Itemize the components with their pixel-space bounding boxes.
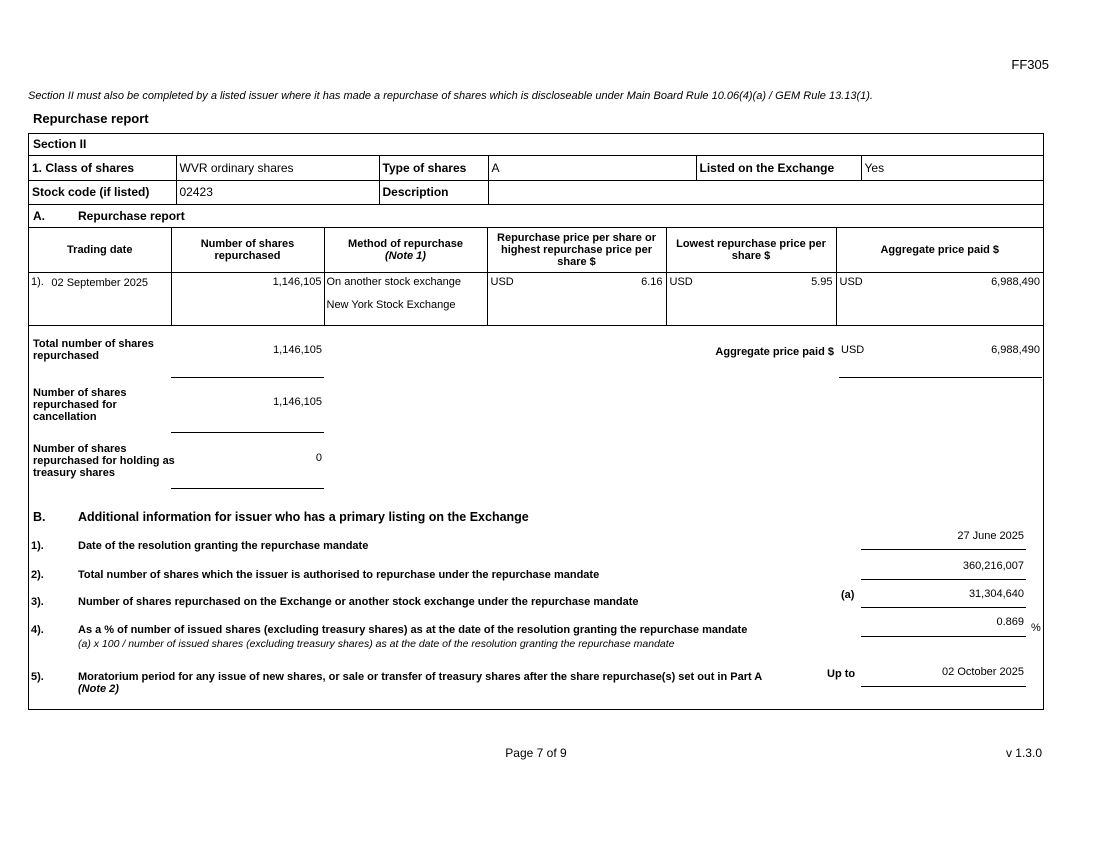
method-cell xyxy=(324,273,487,326)
method-line2: New York Stock Exchange xyxy=(326,299,456,311)
col-shares-repurchased: Number of shares repurchased xyxy=(171,228,324,273)
item-1-value: 27 June 2025 xyxy=(861,530,1026,550)
total-shares-value: 1,146,105 xyxy=(171,344,324,378)
total-shares-label: Total number of shares repurchased xyxy=(33,338,154,362)
cancellation-label: Number of shares repurchased for cancellation xyxy=(33,387,127,423)
col-repurchase-price: Repurchase price per share or highest repurchase price per share $ xyxy=(487,228,666,273)
price-value: 6.16 xyxy=(641,276,663,288)
description-label: Description xyxy=(379,180,488,204)
item-5-prefix: Up to xyxy=(827,668,856,680)
col-method xyxy=(324,228,487,273)
description-value xyxy=(488,180,1043,204)
treasury-label: Number of shares repurchased for holding as treasury shares xyxy=(33,443,175,479)
item-3-prefix: (a) xyxy=(841,589,855,601)
item-4-num: 4). xyxy=(31,624,44,636)
item-4-value: 0.869 xyxy=(861,616,1026,637)
table-row xyxy=(29,273,1043,326)
form-code: FF305 xyxy=(1011,57,1049,72)
col-method-label: Method of repurchase xyxy=(348,237,463,250)
item-2-text: Total number of shares which the issuer is authorised to repurchase under the repurchase mandate xyxy=(78,569,600,581)
aggregate-value: 6,988,490 xyxy=(991,276,1040,288)
item-1-text: Date of the resolution granting the repurchase mandate xyxy=(78,540,369,552)
page-number: Page 7 of 9 xyxy=(505,746,567,760)
item-1-num: 1). xyxy=(31,540,44,552)
item-2-num: 2). xyxy=(31,569,44,581)
cancellation-value: 1,146,105 xyxy=(171,396,324,433)
shares-repurchased-value: 1,146,105 xyxy=(171,273,324,326)
listed-on-exchange-value: Yes xyxy=(861,156,1043,180)
repurchase-table-header-row xyxy=(29,228,1043,273)
lower-section xyxy=(29,326,1043,709)
type-of-shares-label: Type of shares xyxy=(379,156,488,180)
item-4-subtext: (a) x 100 / number of issued shares (excluding treasury shares) as at the date of the resolution granting the repurchase mandate xyxy=(78,638,675,650)
aggregate-paid-field xyxy=(839,344,1042,378)
part-a-letter: A. xyxy=(33,208,45,223)
stock-code-value: 02423 xyxy=(176,180,379,204)
price-currency: USD xyxy=(490,276,514,288)
class-of-shares-value: WVR ordinary shares xyxy=(176,156,379,180)
col-method-note: (Note 1) xyxy=(385,249,426,262)
aggregate-currency: USD xyxy=(839,276,863,288)
item-2-value: 360,216,007 xyxy=(861,560,1026,580)
item-4-text: As a % of number of issued shares (excluding treasury shares) as at the date of the resolution granting the repurchase mandate xyxy=(78,624,748,636)
share-info-table xyxy=(29,156,1043,205)
type-of-shares-value: A xyxy=(488,156,696,180)
item-5-text-block xyxy=(78,671,830,695)
class-of-shares-row xyxy=(29,156,1043,180)
listed-on-exchange-label: Listed on the Exchange xyxy=(696,156,861,180)
item-5-note: (Note 2) xyxy=(78,683,119,695)
col-aggregate-price: Aggregate price paid $ xyxy=(836,228,1043,273)
version-label: v 1.3.0 xyxy=(1005,746,1042,760)
class-of-shares-label: 1. Class of shares xyxy=(29,156,176,180)
item-5-value: 02 October 2025 xyxy=(861,666,1026,687)
item-5-num: 5). xyxy=(31,671,44,683)
item-3-num: 3). xyxy=(31,596,44,608)
lowest-currency: USD xyxy=(669,276,693,288)
row-index: 1). xyxy=(31,276,44,288)
part-b-letter: B. xyxy=(33,510,46,524)
col-lowest-price: Lowest repurchase price per share $ xyxy=(666,228,836,273)
item-5-text: Moratorium period for any issue of new shares, or sale or transfer of treasury shares after the share repurchase(s) set out in Part A xyxy=(78,671,763,683)
lowest-price-cell xyxy=(666,273,836,326)
lowest-value: 5.95 xyxy=(811,276,833,288)
repurchase-price-cell xyxy=(487,273,666,326)
treasury-value: 0 xyxy=(171,452,324,489)
item-3-text: Number of shares repurchased on the Exchange or another stock exchange under the repurchase mandate xyxy=(78,596,639,608)
intro-note: Section II must also be completed by a listed issuer where it has made a repurchase of shares which is discloseable under Main Board Rule 10.06(4)(a) / GEM Rule 13.13(1). xyxy=(28,90,873,102)
aggregate-paid-value: 6,988,490 xyxy=(991,344,1040,356)
item-4-suffix: % xyxy=(1031,622,1041,634)
method-line1: On another stock exchange xyxy=(326,276,462,288)
stock-code-row xyxy=(29,180,1043,204)
stock-code-label: Stock code (if listed) xyxy=(29,180,176,204)
page-title: Repurchase report xyxy=(33,111,149,126)
part-a-header xyxy=(29,205,1043,228)
repurchase-table xyxy=(29,228,1043,327)
trading-date-cell xyxy=(29,273,171,326)
aggregate-paid-label: Aggregate price paid $ xyxy=(715,346,834,358)
part-a-title: Repurchase report xyxy=(78,208,185,223)
section2-header: Section II xyxy=(29,134,1043,156)
trading-date-value: 02 September 2025 xyxy=(51,277,149,289)
aggregate-paid-currency: USD xyxy=(841,344,865,356)
aggregate-price-cell xyxy=(836,273,1043,326)
section2-box xyxy=(28,133,1044,710)
item-4-text-block xyxy=(78,624,848,650)
part-b-title: Additional information for issuer who has a primary listing on the Exchange xyxy=(78,510,529,524)
col-trading-date: Trading date xyxy=(29,228,171,273)
item-3-value: 31,304,640 xyxy=(861,588,1026,608)
